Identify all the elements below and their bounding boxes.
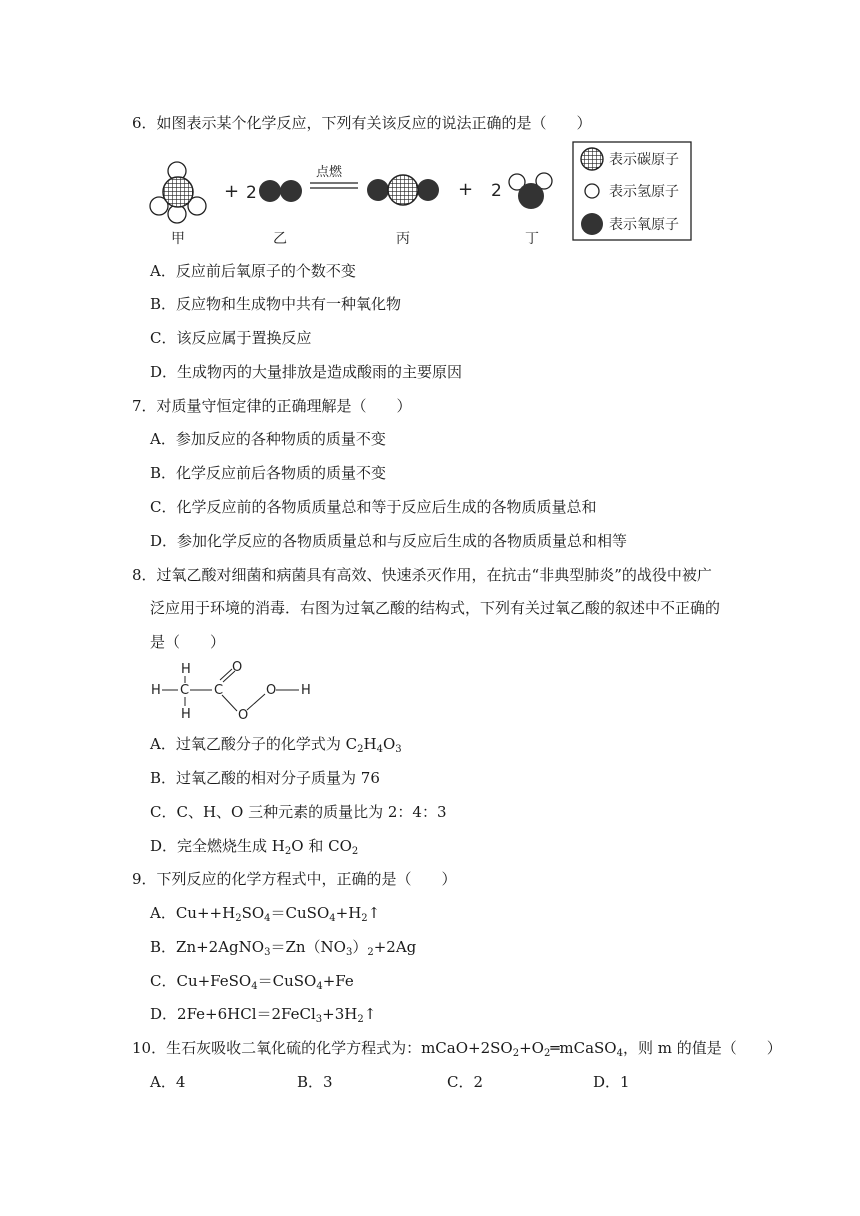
q8-option-a: A．过氧乙酸分子的化学式为 $C_2H_4O_3$ — [150, 735, 402, 755]
legend — [573, 142, 691, 240]
atom-h-bottom: H — [181, 707, 191, 722]
legend-hydrogen: 表示氢原子 — [609, 184, 679, 200]
q10-option-a: A．4 — [150, 1073, 186, 1091]
q9-option-a: A．$Cu++H_2SO_4=CuSO_4+H_2↑$ — [150, 904, 381, 924]
q10-option-c: C．2 — [447, 1073, 484, 1091]
atom-h-left: H — [151, 683, 161, 698]
q9-option-d: D．$2Fe+6HCl=2FeCl_3+3H_2↑$ — [150, 1005, 377, 1025]
q9-option-c: C．Cu+FeSO$_4$＝CuSO$_4$+Fe — [150, 972, 354, 992]
molecule-jia — [150, 162, 206, 223]
q7-option-a: A．参加反应的各种物质的质量不变 — [150, 430, 386, 448]
q6-stem: 6．如图表示某个化学反应，下列有关该反应的说法正确的是（ ） — [132, 114, 592, 132]
q6-option-c: C．该反应属于置换反应 — [150, 329, 312, 347]
q8-option-d: D．完全燃烧生成 $H_2O$ 和 $CO_2$ — [150, 837, 359, 857]
q7-option-b: B．化学反应前后各物质的质量不变 — [150, 464, 387, 482]
molecule-bing — [367, 175, 439, 205]
reaction-condition: 点燃 — [316, 165, 343, 180]
peracetic-acid-structure — [148, 656, 328, 726]
coef-yi: 2 — [246, 183, 257, 203]
q8-option-b: B．过氧乙酸的相对分子质量为 76 — [150, 769, 380, 787]
q10-option-b: B．3 — [297, 1073, 333, 1091]
reaction-figure — [140, 135, 700, 255]
q7-stem: 7．对质量守恒定律的正确理解是（ ） — [132, 397, 412, 415]
q7-option-c: C．化学反应前的各物质质量总和等于反应后生成的各物质质量总和 — [150, 498, 597, 516]
legend-carbon: 表示碳原子 — [609, 152, 679, 168]
q8-stem-line1: 8．过氧乙酸对细菌和病菌具有高效、快速杀灭作用，在抗击“非典型肺炎”的战役中被广 — [132, 566, 712, 584]
atom-o-peroxy: O — [266, 683, 277, 698]
q6-option-a: A．反应前后氧原子的个数不变 — [150, 262, 356, 280]
atom-c2: C — [214, 683, 224, 698]
legend-oxygen: 表示氧原子 — [609, 217, 679, 233]
q8-option-c: C．C、H、O 三种元素的质量比为 2：4：3 — [150, 803, 447, 821]
svg-text:+: + — [224, 181, 240, 202]
atom-h-top: H — [181, 662, 191, 677]
q6-option-b: B．反应物和生成物中共有一种氧化物 — [150, 295, 402, 313]
svg-text:+: + — [458, 179, 474, 200]
q9-option-b: B．$Zn+2AgNO_3=Zn(NO_3)_2+2Ag$ — [150, 938, 417, 958]
atom-o-ester: O — [238, 708, 249, 723]
molecule-yi — [259, 180, 302, 202]
q7-option-d: D．参加化学反应的各物质质量总和与反应后生成的各物质质量总和相等 — [150, 532, 628, 550]
label-ding: 丁 — [525, 231, 539, 247]
q9-stem: 9．下列反应的化学方程式中，正确的是（ ） — [132, 870, 457, 888]
atom-c1: C — [180, 683, 190, 698]
atom-h-right: H — [301, 683, 311, 698]
label-yi: 乙 — [273, 231, 287, 247]
q6-option-d: D．生成物丙的大量排放是造成酸雨的主要原因 — [150, 363, 463, 381]
molecule-ding — [509, 173, 552, 209]
atom-o-double: O — [232, 660, 243, 675]
q8-stem-line3: 是（ ） — [150, 633, 226, 651]
label-bing: 丙 — [396, 231, 410, 247]
q8-stem-line2: 泛应用于环境的消毒．右图为过氧乙酸的结构式，下列有关过氧乙酸的叙述中不正确的 — [150, 599, 721, 617]
q10-option-d: D．1 — [593, 1073, 630, 1091]
label-jia: 甲 — [171, 231, 185, 247]
coef-ding: 2 — [491, 181, 502, 201]
q10-stem: 10．生石灰吸收二氧化硫的化学方程式为：$mCaO+2SO_2+O_2═mCaSO_4$，则 m 的值是（ ） — [132, 1039, 782, 1059]
